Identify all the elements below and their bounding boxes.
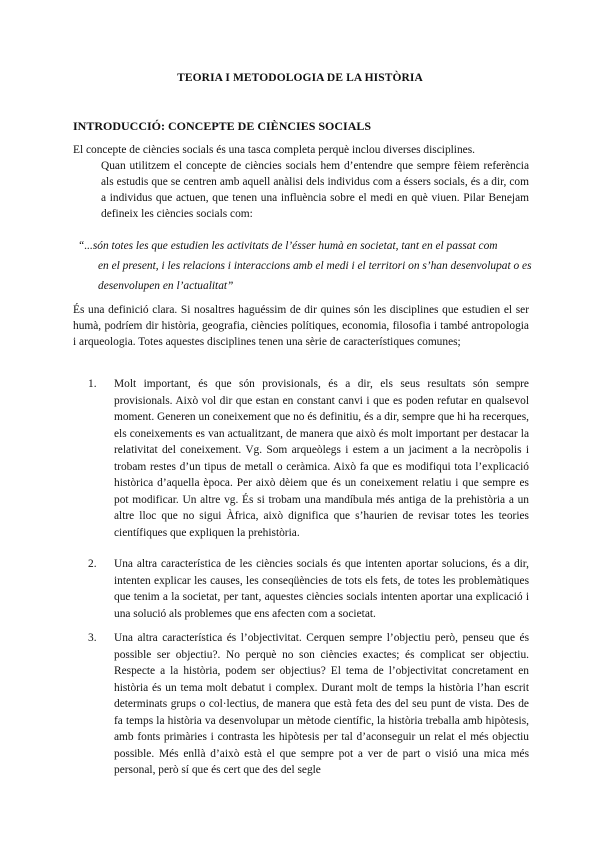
- quote-rest: en el present, i les relacions i interaccions amb el medi i el territori on s’han desenvolupat o es desenvolupen en l’actualitat”: [98, 260, 532, 292]
- page-title: TEORIA I METODOLOGIA DE LA HISTÒRIA: [177, 72, 423, 84]
- list-item-text: Molt important, és que són provisionals, és a dir, els seus resultats són sempre provisionals. Això vol dir que estan en constant canvi i que es poden refutar en qualsevol moment. Generen un coneixement que no és definitiu, és a dir, sempre que hi ha recerques, els coneixements es van actualitzant, de manera que això és molt important per destacar la relativitat del coneixement. Vg. Som arqueòlegs i estem a un jaciment a la necròpolis i trobam restes d’un tipus de metall o ceràmica. Això fa que es modifiqui tota l’explicació històrica d’aquella època. Per això dèiem que és un coneixement relatiu i que sempre es pot modificar. Un altre vg. És si trobam una mandíbula més antiga de la prehistòria a un altre lloc que no sigui Àfrica, això dignifica que s’haurien de revisar totes les teories científiques que expliquen la prehistòria.: [114, 378, 529, 539]
- intro-rest: Quan utilitzem el concepte de ciències socials hem d’entendre que sempre fèiem referència als estudis que se centren amb aquell anàlisi dels individus com a éssers socials, és a dir, com a individus que actuen, que tenen una influència sobre el medi en què viuen. Pilar Benejam defineix les ciències socials com:: [101, 160, 529, 220]
- quote-first-line: “...són totes les que estudien les activitats de l’ésser humà en societat, tant en el passat com: [78, 240, 498, 252]
- intro-first-line: El concepte de ciències socials és una tasca completa perquè inclou diverses disciplines.: [73, 144, 476, 156]
- section-heading: INTRODUCCIÓ: CONCEPTE DE CIÈNCIES SOCIALS: [73, 119, 372, 133]
- list-item-text: Una altra característica de les ciències socials és que intenten aportar solucions, és a dir, intenten explicar les causes, les conseqüències de tots els fets, de totes les problemàtiques que tenim a la societat, per tant, aquestes ciències socials intenten aportar una explicació i una solució als problemes que ens afecten com a societat.: [114, 558, 529, 620]
- list-item: [88, 376, 529, 541]
- list-item-number: 1.: [88, 378, 97, 390]
- definition-quote: [78, 236, 533, 296]
- list-item: [88, 630, 529, 779]
- list-item-number: 3.: [88, 632, 97, 644]
- list-item-text: Una altra característica és l’objectivitat. Cerquen sempre l’objectiu però, penseu que és possible ser objectiu?. No perquè no son ciències exactes; és complicat ser objectiu. Respecte a la història, podem ser objectius? El tema de l’objectivitat concretament en història és un tema molt debatut i complex. Durant molt de temps la història l’han escrit determinats grups o col·lectius, de manera que està feta des del seu punt de vista. Des de fa temps la història va desenvolupar un mètode científic, la història treballa amb hipòtesis, amb fonts primàries i contrasta les hipòtesis per tal d’aconseguir un relat el més objectiu possible. Més enllà d’això està el que sempre pot a ver de part o visió una mica més personal, però sí que és cert que des del segle: [114, 632, 529, 776]
- intro-paragraph: [73, 142, 529, 222]
- body-paragraph: És una definició clara. Si nosaltres haguéssim de dir quines són les disciplines que estudien el ser humà, podríem dir història, geografia, ciències polítiques, economia, filosofia i també antropologia i arqueologia. Totes aquestes disciplines tenen una sèrie de característiques comunes;: [73, 304, 529, 348]
- list-item: [88, 556, 529, 622]
- list-item-number: 2.: [88, 558, 97, 570]
